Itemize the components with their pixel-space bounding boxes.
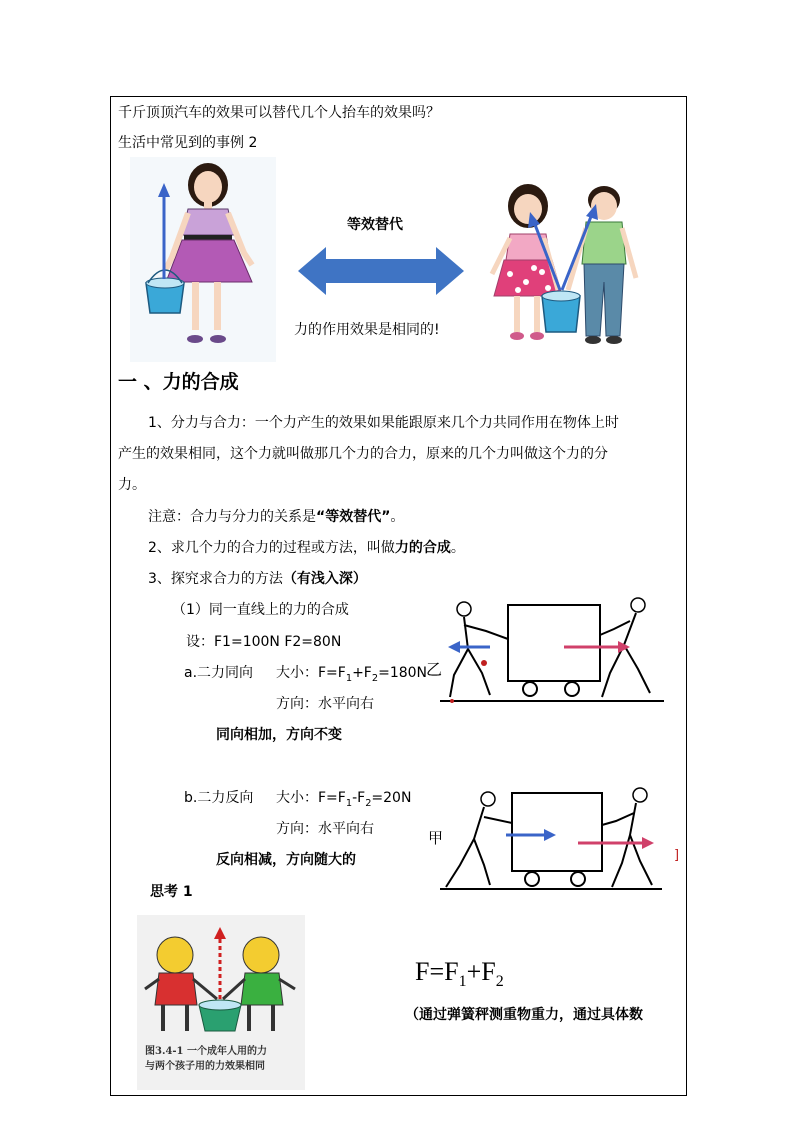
- case-b-direction: 方向：水平向右: [276, 821, 374, 837]
- push-same-direction-figure: [424, 595, 670, 707]
- push-opposite-direction-figure: [426, 785, 684, 895]
- case-a-size-prefix: 大小：F=F: [276, 665, 346, 681]
- para2-prefix: 2、求几个力的合力的过程或方法，叫做: [148, 540, 395, 556]
- resultant-formula: [415, 957, 504, 991]
- case-b-sub1: 1: [345, 797, 353, 809]
- case-b-size-mid: -F: [352, 790, 366, 806]
- note-bold: “等效替代”: [316, 509, 391, 525]
- note-suffix: 。: [390, 509, 405, 525]
- formula-plus: +F: [466, 957, 496, 986]
- sub-heading-1: （1）同一直线上的力的合成: [172, 602, 349, 618]
- case-a-size: [276, 664, 427, 688]
- case-a-direction: 方向：水平向右: [276, 696, 374, 712]
- think-label: 思考 1: [150, 884, 193, 900]
- note-line: [148, 508, 404, 526]
- bracket-mark: ]: [674, 848, 680, 863]
- case-a-sub1: 1: [345, 672, 353, 684]
- double-arrow-icon: [298, 245, 464, 297]
- caption-line2: 与两个孩子用的力效果相同: [145, 1061, 265, 1072]
- label-yi: 乙: [426, 660, 443, 679]
- case-a-rule: 同向相加，方向不变: [216, 727, 342, 743]
- case-b-rule: 反向相减，方向随大的: [216, 852, 356, 868]
- case-a-size-mid: +F: [352, 665, 372, 681]
- woman-bucket-illustration: [130, 157, 276, 362]
- case-b-size-suffix: =20N: [371, 790, 412, 806]
- para3-prefix: 3、探究求合力的方法: [148, 571, 283, 587]
- case-a-label: a.二力同向: [184, 665, 254, 681]
- para1-line1: 1、分力与合力：一个力产生的效果如果能跟原来几个力共同作用在物体上时: [148, 415, 619, 431]
- example-title: 生活中常见到的事例 2: [118, 135, 258, 151]
- same-effect-text: 力的作用效果是相同的!: [294, 322, 440, 338]
- figure-caption: [145, 1044, 295, 1074]
- note-prefix: 注意：合力与分力的关系是: [148, 509, 316, 525]
- formula-left: F=F: [415, 957, 459, 986]
- formula-sub1: 1: [458, 973, 467, 991]
- case-b-size-prefix: 大小：F=F: [276, 790, 346, 806]
- kids-bucket-illustration: [480, 178, 650, 346]
- caption-line1: 图3.4-1 一个成年人用的力: [145, 1046, 267, 1057]
- case-a-size-suffix: =180N: [378, 665, 428, 681]
- equivalent-label: 等效替代: [347, 217, 403, 233]
- section-heading: 一 、力的合成: [118, 371, 239, 393]
- case-b-sub2: 2: [365, 797, 372, 809]
- given-values: 设：F1=100N F2=80N: [186, 634, 342, 650]
- para1-line3: 力。: [118, 477, 146, 493]
- para2-line: [148, 539, 465, 557]
- para1-line2: 产生的效果相同，这个力就叫做那几个力的合力，原来的几个力叫做这个力的分: [118, 446, 608, 462]
- para2-suffix: 。: [450, 540, 465, 556]
- para2-bold: 力的合成: [394, 540, 451, 556]
- intro-question: 千斤顶顶汽车的效果可以替代几个人抬车的效果吗？: [118, 105, 440, 121]
- para3-bold: （有浅入深）: [282, 571, 367, 587]
- para3-line: [148, 570, 367, 588]
- formula-sub2: 2: [495, 973, 504, 991]
- case-b-size: [276, 789, 411, 813]
- case-b-label: b.二力反向: [184, 790, 254, 806]
- label-jia: 甲: [428, 829, 444, 847]
- footnote-text: （通过弹簧秤测重物重力，通过具体数: [405, 1007, 643, 1023]
- case-a-sub2: 2: [371, 672, 379, 684]
